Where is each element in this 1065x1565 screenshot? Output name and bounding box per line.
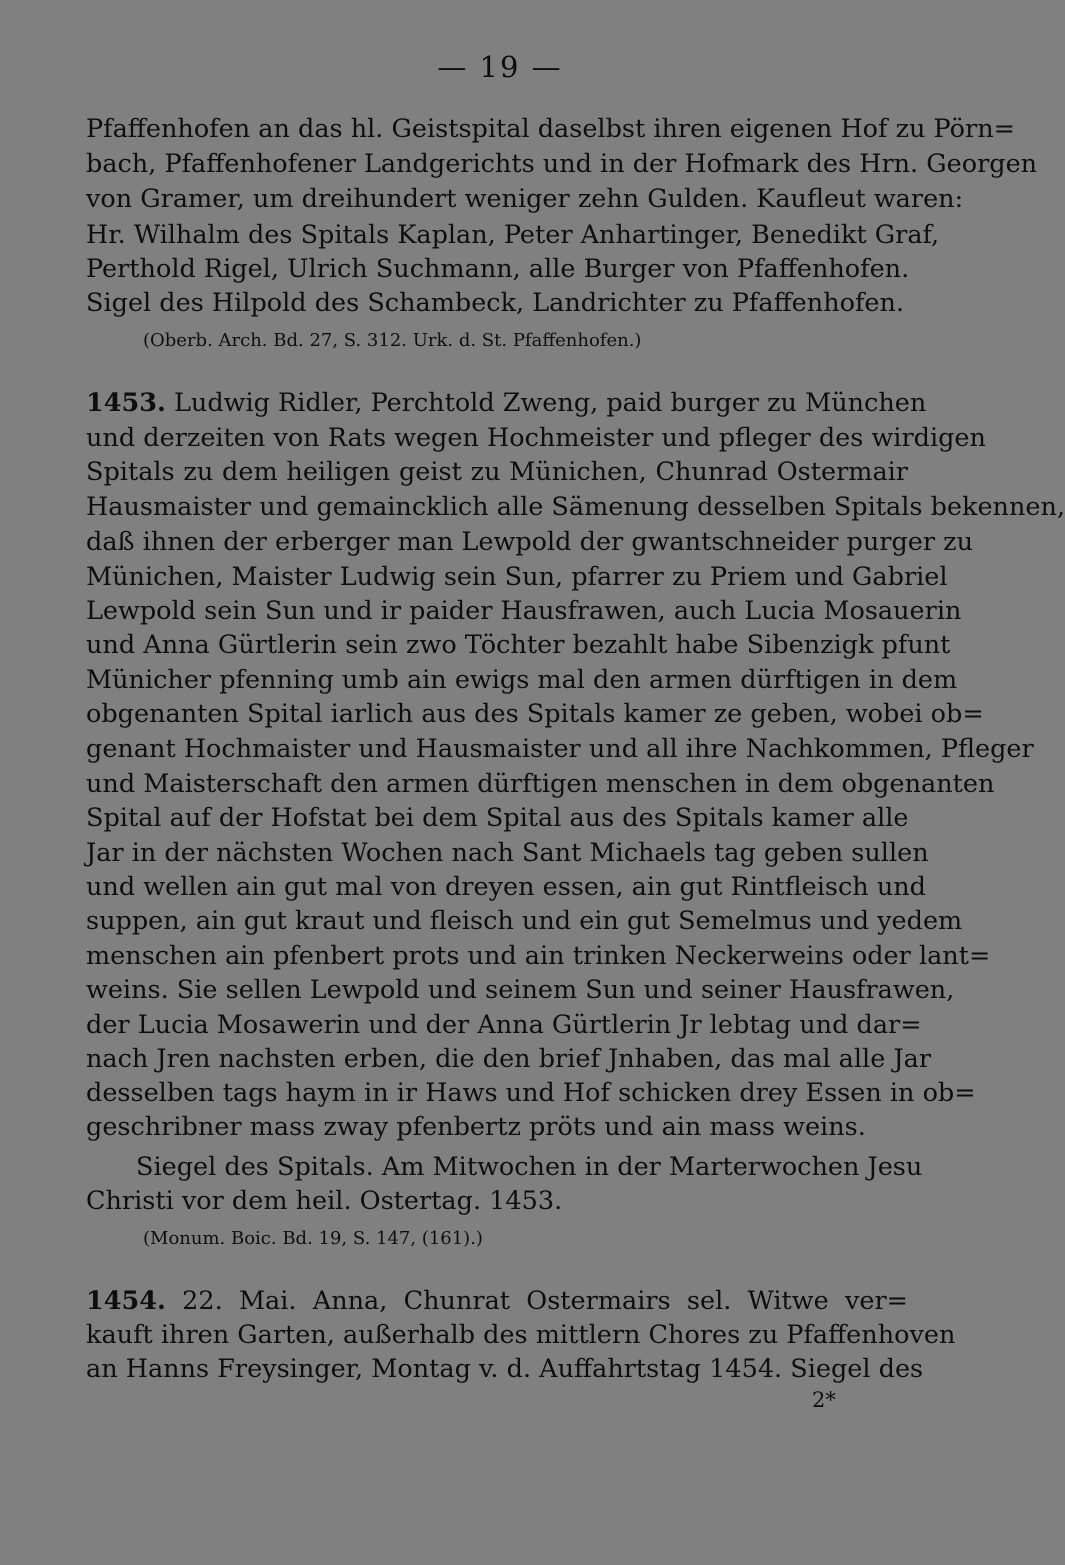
text-line: desselben tags haym in ir Haws und Hof schicken drey Essen in ob= bbox=[86, 1078, 976, 1108]
entry-year: 1453. bbox=[86, 388, 166, 418]
text-line: Perthold Rigel, Ulrich Suchmann, alle Burger von Pfaffenhofen. bbox=[86, 254, 910, 284]
text-line: kauft ihren Garten, außerhalb des mittlern Chores zu Pfaffenhoven bbox=[86, 1320, 956, 1350]
entry-first-line-text: 22. Mai. Anna, Chunrat Ostermairs sel. Witwe ver= bbox=[182, 1286, 908, 1316]
citation: (Oberb. Arch. Bd. 27, S. 312. Urk. d. St. Pfaffenhofen.) bbox=[143, 330, 642, 351]
entry-first-line-text: Ludwig Ridler, Perchtold Zweng, paid burger zu München bbox=[173, 388, 927, 418]
text-line: und Maisterschaft den armen dürftigen menschen in dem obgenanten bbox=[86, 769, 995, 799]
text-line: menschen ain pfenbert prots und ain trinken Neckerweins oder lant= bbox=[86, 941, 991, 971]
seal-line: Christi vor dem heil. Ostertag. 1453. bbox=[86, 1186, 563, 1216]
text-line: Münichen, Maister Ludwig sein Sun, pfarrer zu Priem und Gabriel bbox=[86, 562, 948, 592]
page-number: — 19 — bbox=[437, 50, 563, 84]
entry-year: 1454. bbox=[86, 1286, 166, 1316]
text-line: an Hanns Freysinger, Montag v. d. Auffahrtstag 1454. Siegel des bbox=[86, 1354, 924, 1384]
text-line: daß ihnen der erberger man Lewpold der gwantschneider purger zu bbox=[86, 527, 974, 557]
text-line: nach Jren nachsten erben, die den brief Jnhaben, das mal alle Jar bbox=[86, 1044, 932, 1074]
text-line: der Lucia Mosawerin und der Anna Gürtlerin Jr lebtag und dar= bbox=[86, 1010, 922, 1040]
text-line: Lewpold sein Sun und ir paider Hausfrawen, auch Lucia Mosauerin bbox=[86, 596, 962, 626]
text-line: bach, Pfaffenhofener Landgerichts und in der Hofmark des Hrn. Georgen bbox=[86, 149, 1038, 179]
text-line: Sigel des Hilpold des Schambeck, Landrichter zu Pfaffenhofen. bbox=[86, 288, 905, 318]
text-line: Münicher pfenning umb ain ewigs mal den armen dürftigen in dem bbox=[86, 665, 958, 695]
text-line: von Gramer, um dreihundert weniger zehn Gulden. Kaufleut waren: bbox=[86, 184, 964, 214]
signature-mark: 2* bbox=[812, 1388, 836, 1412]
text-line: und wellen ain gut mal von dreyen essen, ain gut Rintfleisch und bbox=[86, 872, 926, 902]
text-line: weins. Sie sellen Lewpold und seinem Sun und seiner Hausfrawen, bbox=[86, 975, 955, 1005]
text-line: obgenanten Spital iarlich aus des Spitals kamer ze geben, wobei ob= bbox=[86, 699, 984, 729]
seal-line: Siegel des Spitals. Am Mitwochen in der Marterwochen Jesu bbox=[136, 1152, 923, 1182]
text-line: Spitals zu dem heiligen geist zu Münichen, Chunrad Ostermair bbox=[86, 457, 908, 487]
text-line: suppen, ain gut kraut und fleisch und ein gut Semelmus und yedem bbox=[86, 906, 963, 936]
entry-first-line bbox=[86, 386, 927, 420]
text-line: Spital auf der Hofstat bei dem Spital aus des Spitals kamer alle bbox=[86, 803, 909, 833]
text-line: Pfaffenhofen an das hl. Geistspital daselbst ihren eigenen Hof zu Pörn= bbox=[86, 114, 1015, 144]
text-line: geschribner mass zway pfenbertz pröts und ain mass weins. bbox=[86, 1112, 866, 1142]
text-line: Hausmaister und gemaincklich alle Sämenung desselben Spitals bekennen, bbox=[86, 492, 1065, 522]
text-line: und Anna Gürtlerin sein zwo Töchter bezahlt habe Sibenzigk pfunt bbox=[86, 630, 951, 660]
text-line: Hr. Wilhalm des Spitals Kaplan, Peter Anhartinger, Benedikt Graf, bbox=[86, 220, 940, 250]
text-line: genant Hochmaister und Hausmaister und all ihre Nachkommen, Pfleger bbox=[86, 734, 1034, 764]
text-line: Jar in der nächsten Wochen nach Sant Michaels tag geben sullen bbox=[86, 838, 929, 868]
entry-first-line bbox=[86, 1284, 908, 1318]
citation: (Monum. Boic. Bd. 19, S. 147, (161).) bbox=[143, 1228, 483, 1249]
text-line: und derzeiten von Rats wegen Hochmeister und pfleger des wirdigen bbox=[86, 423, 986, 453]
